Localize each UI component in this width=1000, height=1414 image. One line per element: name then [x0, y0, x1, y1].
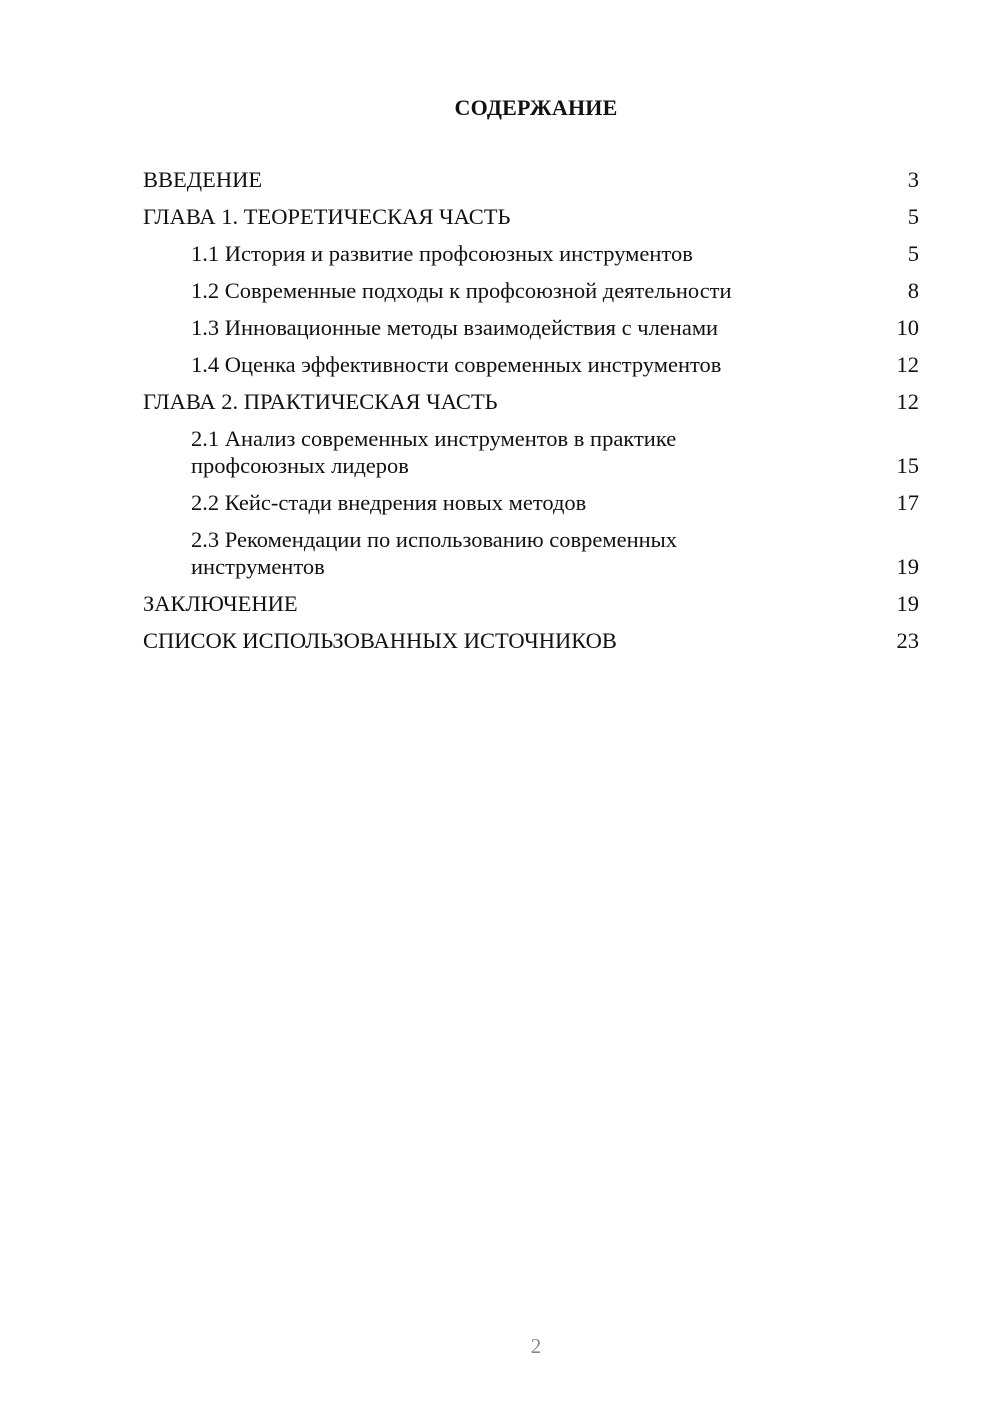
toc-entry-label: 1.4 Оценка эффективности современных инструментов [191, 352, 722, 377]
toc-entry-section-2-2[interactable] [143, 489, 919, 526]
toc-entry-page: 12 [896, 352, 919, 377]
toc-entry-page: 15 [896, 453, 919, 478]
toc-entry-page: 5 [907, 241, 919, 266]
toc-entry-section-1-4[interactable] [143, 351, 919, 388]
toc-entry-section-1-2[interactable] [143, 277, 919, 314]
toc-entry-label: ГЛАВА 1. ТЕОРЕТИЧЕСКАЯ ЧАСТЬ [143, 204, 511, 229]
toc-entry-label: 1.1 История и развитие профсоюзных инструментов [191, 241, 693, 266]
toc-entry-label: ЗАКЛЮЧЕНИЕ [143, 591, 298, 616]
toc-entry-label: ВВЕДЕНИЕ [143, 167, 263, 192]
toc-entry-label: 2.2 Кейс-стади внедрения новых методов [191, 490, 587, 515]
toc-entry-page: 19 [896, 591, 919, 616]
toc-entry-conclusion[interactable] [143, 590, 919, 627]
toc-entry-section-1-1[interactable] [143, 240, 919, 277]
toc-entry-label: 2.3 Рекомендации по использованию современных инструментов [191, 527, 678, 579]
toc-entry-section-2-3[interactable] [143, 526, 919, 590]
page-title: СОДЕРЖАНИЕ [454, 95, 618, 120]
toc-entry-page: 3 [907, 167, 919, 192]
page-number: 2 [530, 1334, 542, 1358]
toc-entry-page: 8 [907, 278, 919, 303]
toc-entry-page: 10 [896, 315, 919, 340]
toc-entry-page: 17 [896, 490, 919, 515]
toc-entry-section-1-3[interactable] [143, 314, 919, 351]
toc-entry-label: 1.3 Инновационные методы взаимодействия с членами [191, 315, 719, 340]
toc-entry-label: СПИСОК ИСПОЛЬЗОВАННЫХ ИСТОЧНИКОВ [143, 628, 617, 653]
table-of-contents [143, 166, 919, 664]
toc-entry-page: 5 [907, 204, 919, 229]
toc-entry-page: 19 [896, 554, 919, 579]
toc-entry-label: 1.2 Современные подходы к профсоюзной деятельности [191, 278, 732, 303]
toc-entry-page: 12 [896, 389, 919, 414]
toc-entry-label: ГЛАВА 2. ПРАКТИЧЕСКАЯ ЧАСТЬ [143, 389, 498, 414]
toc-entry-introduction[interactable] [143, 166, 919, 203]
toc-entry-references[interactable] [143, 627, 919, 664]
toc-entry-section-2-1[interactable] [143, 425, 919, 489]
toc-entry-chapter-2[interactable] [143, 388, 919, 425]
toc-entry-page: 23 [896, 628, 919, 653]
toc-entry-label: 2.1 Анализ современных инструментов в практике профсоюзных лидеров [191, 426, 677, 478]
toc-entry-chapter-1[interactable] [143, 203, 919, 240]
